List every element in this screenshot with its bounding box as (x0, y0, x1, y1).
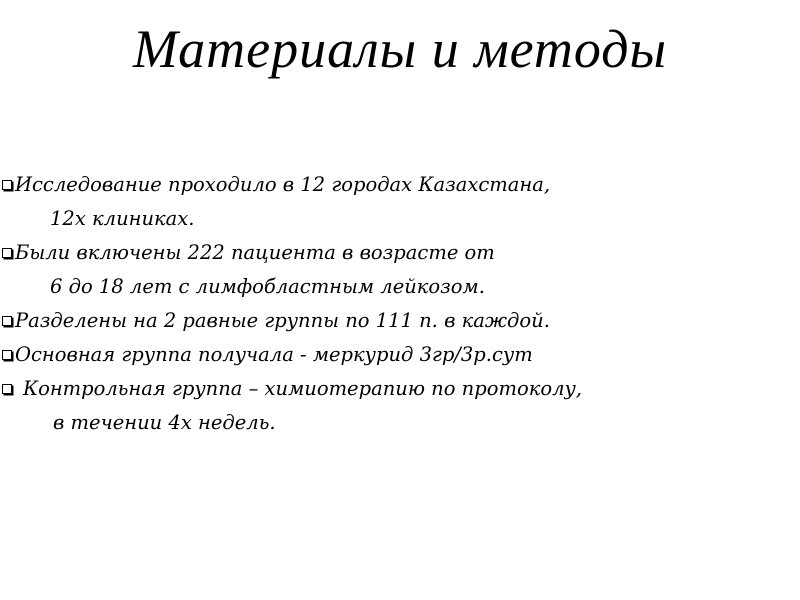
bullet-item (2, 304, 792, 338)
bullet-text: Контрольная группа – химиотерапию по протоколу, (23, 377, 583, 400)
bullet-text-continuation: 6 до 18 лет с лимфобластным лейкозом. (50, 275, 485, 298)
bullet-text: Разделены на 2 равные группы по 111 п. в каждой. (15, 309, 550, 332)
bullet-item (2, 168, 792, 236)
bullet-item (2, 372, 792, 440)
bullet-text-continuation: в течении 4х недель. (53, 411, 276, 434)
checkbox-square-bullet-icon (2, 350, 12, 360)
bullet-text: Исследование проходило в 12 городах Казахстана, (15, 173, 551, 196)
checkbox-square-bullet-icon (2, 180, 12, 190)
bullet-item (2, 236, 792, 304)
bullet-item (2, 338, 792, 372)
bullet-list (2, 168, 792, 440)
checkbox-square-bullet-icon (2, 316, 12, 326)
bullet-text: Были включены 222 пациента в возрасте от (15, 241, 495, 264)
bullet-text-continuation: 12х клиниках. (50, 207, 195, 230)
checkbox-square-bullet-icon (2, 248, 12, 258)
bullet-text: Основная группа получала - меркурид 3гр/3р.сут (15, 343, 533, 366)
checkbox-square-bullet-icon (2, 384, 12, 394)
slide-title: Материалы и методы (132, 19, 668, 79)
